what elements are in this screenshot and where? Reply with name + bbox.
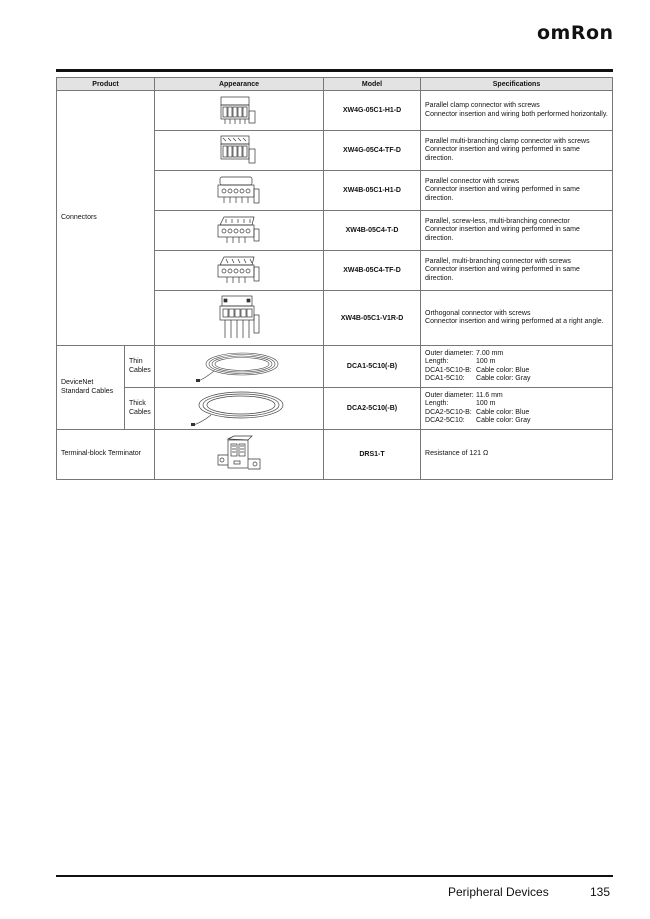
connector-multibranch-screws-icon	[215, 253, 263, 289]
spec-value: Cable color: Blue	[476, 366, 530, 374]
spec-list	[425, 350, 608, 384]
spec-key: DCA2-5C10:	[425, 416, 465, 424]
page-number: 135	[590, 885, 611, 899]
table-row	[57, 346, 613, 388]
appearance-cell	[155, 291, 324, 346]
product-connectors: Connectors	[57, 91, 155, 346]
header-rule	[56, 69, 613, 72]
spec-cell	[421, 291, 613, 346]
spec-cell	[421, 171, 613, 211]
product-devicenet-cables: DeviceNet Standard Cables	[57, 346, 125, 430]
table-row	[57, 430, 613, 480]
spec-cell	[421, 131, 613, 171]
spec-key: DCA2-5C10-B:	[425, 408, 472, 416]
sub-product-thin-cables: Thin Cables	[125, 346, 155, 388]
model-cell: DCA1-5C10(-B)	[324, 346, 421, 388]
column-header-appearance: Appearance	[155, 78, 324, 91]
footer-section-title: Peripheral Devices	[448, 885, 549, 899]
table-header-row	[57, 78, 613, 91]
model-cell: XW4B-05C4-T-D	[324, 211, 421, 251]
spec-line: Connector insertion and wiring performed at a right angle.	[425, 318, 604, 325]
column-header-model: Model	[324, 78, 421, 91]
footer-rule	[56, 875, 613, 877]
spec-cell	[421, 211, 613, 251]
spec-line: Parallel clamp connector with screws	[425, 102, 540, 110]
model-cell: XW4B-05C1-H1-D	[324, 171, 421, 211]
spec-cell: Resistance of 121 Ω	[421, 430, 613, 480]
spec-cell	[421, 251, 613, 291]
connector-clamp-horizontal-icon	[217, 93, 261, 129]
model-cell: XW4B-05C4-TF-D	[324, 251, 421, 291]
appearance-cell	[155, 430, 324, 480]
spec-line: Parallel, screw-less, multi-branching connector	[425, 217, 570, 225]
omron-logo: omRon	[537, 22, 614, 44]
spec-value: 7.00 mm	[476, 349, 504, 357]
spec-value: Cable color: Blue	[476, 408, 530, 416]
model-cell: XW4B-05C1-V1R-D	[324, 291, 421, 346]
spec-line: Connector insertion and wiring both performed horizontally.	[425, 110, 608, 118]
spec-line: Parallel, multi-branching connector with screws	[425, 257, 571, 265]
spec-line: Connector insertion and wiring performed in same direction.	[425, 266, 580, 282]
appearance-cell	[155, 211, 324, 251]
model-cell: DRS1-T	[324, 430, 421, 480]
product-terminal-block-terminator: Terminal-block Terminator	[57, 430, 155, 480]
appearance-cell	[155, 131, 324, 171]
spec-cell	[421, 346, 613, 388]
spec-line: Connector insertion and wiring performed in same direction.	[425, 146, 580, 162]
thick-cable-coil-icon	[189, 389, 289, 429]
spec-value: Cable color: Gray	[476, 416, 531, 424]
model-cell: DCA2-5C10(-B)	[324, 388, 421, 430]
thin-cable-coil-icon	[194, 349, 284, 385]
spec-key: Length:	[425, 358, 449, 366]
spec-value: 11.6 mm	[476, 391, 503, 399]
table-row	[57, 388, 613, 430]
model-cell: XW4G-05C1-H1-D	[324, 91, 421, 131]
terminal-block-terminator-icon	[214, 433, 264, 477]
connector-screwless-multibranch-icon	[215, 213, 263, 249]
spec-value: 100 m	[476, 400, 496, 408]
appearance-cell	[155, 346, 324, 388]
connector-screws-icon	[215, 173, 263, 209]
spec-key: DCA1-5C10:	[425, 374, 465, 382]
connector-clamp-multibranch-icon	[217, 133, 261, 169]
spec-list	[425, 392, 608, 426]
sub-product-thick-cables: Thick Cables	[125, 388, 155, 430]
spec-line: Connector insertion and wiring performed in same direction.	[425, 186, 580, 202]
spec-line: Parallel connector with screws	[425, 177, 520, 185]
appearance-cell	[155, 91, 324, 131]
spec-key: Outer diameter:	[425, 391, 474, 399]
spec-key: Length:	[425, 400, 449, 408]
peripheral-devices-table	[56, 77, 613, 480]
spec-line: Parallel multi-branching clamp connector with screws	[425, 137, 590, 145]
column-header-specifications: Specifications	[421, 78, 613, 91]
spec-value: 100 m	[476, 358, 496, 366]
spec-cell	[421, 91, 613, 131]
appearance-cell	[155, 171, 324, 211]
spec-line: Orthogonal connector with screws	[425, 309, 531, 317]
spec-key: DCA1-5C10-B:	[425, 366, 472, 374]
appearance-cell	[155, 388, 324, 430]
model-cell: XW4G-05C4-TF-D	[324, 131, 421, 171]
spec-cell	[421, 388, 613, 430]
connector-orthogonal-icon	[215, 293, 263, 343]
table-row	[57, 91, 613, 131]
spec-key: Outer diameter:	[425, 349, 474, 357]
column-header-product: Product	[57, 78, 155, 91]
spec-line: Connector insertion and wiring performed in same direction.	[425, 226, 580, 242]
appearance-cell	[155, 251, 324, 291]
spec-value: Cable color: Gray	[476, 374, 531, 382]
